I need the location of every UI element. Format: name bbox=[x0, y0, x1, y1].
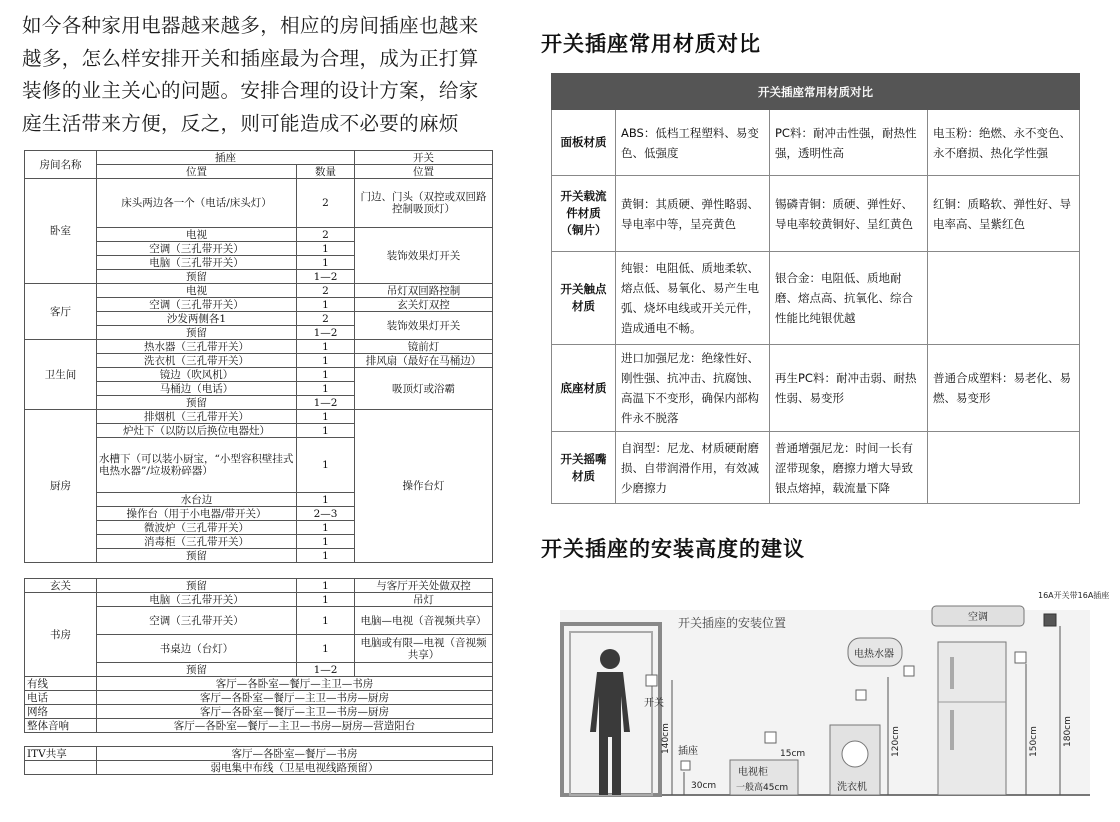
socket-quantity: 1 bbox=[297, 340, 355, 354]
table-spacer bbox=[25, 733, 493, 747]
socket-quantity: 1 bbox=[297, 521, 355, 535]
socket-quantity: 1 bbox=[297, 424, 355, 438]
table-spacer bbox=[25, 563, 493, 579]
socket-position: 消毒柜（三孔带开关） bbox=[97, 535, 297, 549]
fridge-handle bbox=[950, 710, 954, 750]
room-kitchen: 厨房 bbox=[25, 410, 97, 563]
height-140-label: 140cm bbox=[661, 723, 671, 754]
material-cell: 电玉粉：绝燃、永不变色、永不磨损、热化学性强 bbox=[928, 110, 1080, 176]
material-cell: 普通合成塑料：易老化、易燃、易变形 bbox=[928, 345, 1080, 432]
material-category: 面板材质 bbox=[552, 110, 616, 176]
socket-position: 电视 bbox=[97, 228, 297, 242]
socket-position: 预留 bbox=[97, 326, 297, 340]
col-quantity-header: 数量 bbox=[297, 165, 355, 179]
washer-door-icon bbox=[842, 741, 868, 767]
socket-plate-icon bbox=[1015, 652, 1026, 663]
switch-position: 吊灯 bbox=[355, 593, 493, 607]
socket-position: 预留 bbox=[97, 549, 297, 563]
socket-position: 空调（三孔带开关） bbox=[97, 607, 297, 635]
ac-socket-icon bbox=[1044, 614, 1056, 626]
socket-position: 预留 bbox=[97, 270, 297, 284]
socket-quantity: 1—2 bbox=[297, 270, 355, 284]
ac-label: 空调 bbox=[968, 612, 988, 623]
material-cell: 纯银：电阻低、质地柔软、熔点低、易氧化、易产生电弧、烧坏电线或开关元件，造成通电不畅。 bbox=[616, 252, 770, 345]
material-cell: 普通增强尼龙：时间一长有涩带现象，磨擦力增大导致银点熔掉，载流量下降 bbox=[770, 432, 928, 504]
switch-position: 装饰效果灯开关 bbox=[355, 312, 493, 340]
water-heater-label: 电热水器 bbox=[854, 649, 894, 660]
col-socket-header: 插座 bbox=[97, 151, 355, 165]
socket-quantity: 1—2 bbox=[297, 326, 355, 340]
switch-position: 操作台灯 bbox=[355, 410, 493, 563]
switch-position: 吸顶灯或浴霸 bbox=[355, 368, 493, 410]
socket-position: 微波炉（三孔带开关） bbox=[97, 521, 297, 535]
socket-quantity: 1 bbox=[297, 298, 355, 312]
wiring-route: 客厅—各卧室—餐厅—主卫—书房—厨房 bbox=[97, 705, 493, 719]
washer-label: 洗衣机 bbox=[837, 782, 867, 793]
socket-quantity: 1 bbox=[297, 579, 355, 593]
socket-position: 水槽下（可以装小厨宝，“小型容积壁挂式电热水器”/垃圾粉碎器） bbox=[97, 438, 297, 493]
socket-position: 空调（三孔带开关） bbox=[97, 298, 297, 312]
material-cell: 黄铜：其质硬、弹性略弱、导电率中等，呈亮黄色 bbox=[616, 176, 770, 252]
switch-position: 排风扇（最好在马桶边） bbox=[355, 354, 493, 368]
height-150-label: 150cm bbox=[1029, 726, 1039, 757]
material-category: 开关载流件材质（铜片） bbox=[552, 176, 616, 252]
socket-position: 床头两边各一个（电话/床头灯） bbox=[97, 179, 297, 228]
socket-plate-icon bbox=[765, 732, 776, 743]
wiring-name: 有线 bbox=[25, 677, 97, 691]
material-cell: 进口加强尼龙：绝缘性好、刚性强、抗冲击、抗腐蚀、高温下不变形，确保内部构件永不脱落 bbox=[616, 345, 770, 432]
room-study: 书房 bbox=[25, 593, 97, 677]
material-cell: PC料：耐冲击性强，耐热性强，透明性高 bbox=[770, 110, 928, 176]
col-room-header: 房间名称 bbox=[25, 151, 97, 179]
materials-heading: 开关插座常用材质对比 bbox=[541, 32, 761, 56]
material-cell: ABS：低档工程塑料、易变色、低强度 bbox=[616, 110, 770, 176]
wiring-route: 弱电集中布线（卫星电视线路预留） bbox=[97, 761, 493, 775]
tv-cabinet-height-label: 一般高45cm bbox=[736, 783, 789, 793]
socket-quantity: 1—2 bbox=[297, 663, 355, 677]
socket-quantity: 1 bbox=[297, 368, 355, 382]
height-30-label: 30cm bbox=[691, 781, 717, 791]
switch-position: 玄关灯双控 bbox=[355, 298, 493, 312]
tv-cabinet-label: 电视柜 bbox=[738, 767, 768, 778]
socket-plate-icon bbox=[681, 761, 690, 770]
socket-position: 空调（三孔带开关） bbox=[97, 242, 297, 256]
ac-note-label: 16A开关带16A插座 bbox=[1038, 591, 1110, 600]
height-15-label: 15cm bbox=[780, 749, 806, 759]
socket-quantity: 2 bbox=[297, 179, 355, 228]
socket-position: 预留 bbox=[97, 663, 297, 677]
material-cell bbox=[928, 252, 1080, 345]
material-cell: 红铜：质略软、弹性好、导电率高、呈紫红色 bbox=[928, 176, 1080, 252]
fridge-handle bbox=[950, 657, 954, 689]
wiring-name: 整体音响 bbox=[25, 719, 97, 733]
material-cell: 自润型：尼龙、材质硬耐磨损、自带润滑作用，有效减少磨擦力 bbox=[616, 432, 770, 504]
height-180-label: 180cm bbox=[1063, 716, 1073, 747]
socket-quantity: 1 bbox=[297, 410, 355, 424]
room-bathroom: 卫生间 bbox=[25, 340, 97, 410]
socket-position: 水台边 bbox=[97, 493, 297, 507]
material-category: 底座材质 bbox=[552, 345, 616, 432]
socket-position: 电脑（三孔带开关） bbox=[97, 256, 297, 270]
wiring-route: 客厅—各卧室—餐厅—主卫—书房—厨房—营造阳台 bbox=[97, 719, 493, 733]
socket-quantity: 1 bbox=[297, 256, 355, 270]
socket-quantity: 2 bbox=[297, 284, 355, 298]
socket-position: 炉灶下（以防以后换位电器灶） bbox=[97, 424, 297, 438]
socket-quantity: 1 bbox=[297, 607, 355, 635]
col-switch-header: 开关 bbox=[355, 151, 493, 165]
refrigerator bbox=[938, 642, 1006, 795]
socket-quantity: 1—2 bbox=[297, 396, 355, 410]
switch-plate-icon bbox=[646, 675, 657, 686]
socket-position: 马桶边（电话） bbox=[97, 382, 297, 396]
materials-comparison-table bbox=[551, 73, 1080, 504]
socket-position: 镜边（吹风机） bbox=[97, 368, 297, 382]
wiring-name-empty bbox=[25, 761, 97, 775]
wiring-route: 客厅—各卧室—餐厅—书房 bbox=[97, 747, 493, 761]
material-cell bbox=[928, 432, 1080, 504]
wiring-route: 客厅—各卧室—餐厅—主卫—书房—厨房 bbox=[97, 691, 493, 705]
socket-quantity: 1 bbox=[297, 382, 355, 396]
socket-plate-icon bbox=[904, 666, 914, 676]
outlet-planning-table bbox=[24, 150, 493, 775]
installation-height-diagram bbox=[560, 582, 1110, 807]
socket-position: 电脑（三孔带开关） bbox=[97, 593, 297, 607]
diagram-title: 开关插座的安装位置 bbox=[678, 616, 787, 630]
room-living-room: 客厅 bbox=[25, 284, 97, 340]
socket-quantity: 2 bbox=[297, 312, 355, 326]
material-cell: 锡磷青铜：质硬、弹性好、导电率较黄铜好、呈红黄色 bbox=[770, 176, 928, 252]
switch-position: 电脑—电视（音视频共享） bbox=[355, 607, 493, 635]
socket-position: 操作台（用于小电器/带开关） bbox=[97, 507, 297, 521]
col-switch-position-header: 位置 bbox=[355, 165, 493, 179]
socket-quantity: 1 bbox=[297, 593, 355, 607]
switch-position: 装饰效果灯开关 bbox=[355, 228, 493, 284]
socket-quantity: 1 bbox=[297, 535, 355, 549]
socket-position: 热水器（三孔带开关） bbox=[97, 340, 297, 354]
intro-paragraph: 如今各种家用电器越来越多，相应的房间插座也越来越多，怎么样安排开关和插座最为合理，成为正打算装修的业主关心的问题。安排合理的设计方案，给家庭生活带来方便，反之，则可能造成不必要的麻烦 bbox=[22, 14, 479, 135]
socket-position: 电视 bbox=[97, 284, 297, 298]
socket-position: 预留 bbox=[97, 396, 297, 410]
socket-quantity: 2—3 bbox=[297, 507, 355, 521]
room-bedroom: 卧室 bbox=[25, 179, 97, 284]
room-entrance: 玄关 bbox=[25, 579, 97, 593]
material-category: 开关触点材质 bbox=[552, 252, 616, 345]
col-position-header: 位置 bbox=[97, 165, 297, 179]
socket-quantity: 1 bbox=[297, 242, 355, 256]
height-120-label: 120cm bbox=[891, 726, 901, 757]
socket-quantity: 1 bbox=[297, 493, 355, 507]
switch-position: 镜前灯 bbox=[355, 340, 493, 354]
heights-heading: 开关插座的安装高度的建议 bbox=[541, 537, 805, 561]
switch-position: 门边、门头（双控或双回路控制吸顶灯） bbox=[355, 179, 493, 228]
socket-position: 排烟机（三孔带开关） bbox=[97, 410, 297, 424]
socket-label: 插座 bbox=[678, 746, 698, 757]
wall bbox=[560, 610, 1090, 795]
switch-position: 吊灯双回路控制 bbox=[355, 284, 493, 298]
socket-quantity: 1 bbox=[297, 549, 355, 563]
switch-position: 电脑或有限—电视（音视频共享） bbox=[355, 635, 493, 663]
socket-quantity: 1 bbox=[297, 438, 355, 493]
socket-position: 预留 bbox=[97, 579, 297, 593]
switch-position: 与客厅开关处做双控 bbox=[355, 579, 493, 593]
wiring-name: 网络 bbox=[25, 705, 97, 719]
socket-quantity: 1 bbox=[297, 354, 355, 368]
material-cell: 银合金：电阻低、质地耐磨、熔点高、抗氧化、综合性能比纯银优越 bbox=[770, 252, 928, 345]
socket-quantity: 1 bbox=[297, 635, 355, 663]
wiring-name: 电话 bbox=[25, 691, 97, 705]
socket-position: 洗衣机（三孔带开关） bbox=[97, 354, 297, 368]
material-cell: 再生PC料：耐冲击弱、耐热性弱、易变形 bbox=[770, 345, 928, 432]
switch-position-empty bbox=[355, 663, 493, 677]
materials-table-title: 开关插座常用材质对比 bbox=[552, 74, 1080, 110]
socket-quantity: 2 bbox=[297, 228, 355, 242]
socket-position: 书桌边（台灯） bbox=[97, 635, 297, 663]
switch-label: 开关 bbox=[644, 698, 664, 709]
socket-position: 沙发两侧各1 bbox=[97, 312, 297, 326]
material-category: 开关摇嘴材质 bbox=[552, 432, 616, 504]
wiring-name: ITV共享 bbox=[25, 747, 97, 761]
socket-plate-icon bbox=[856, 690, 866, 700]
wiring-route: 客厅—各卧室—餐厅—主卫—书房 bbox=[97, 677, 493, 691]
